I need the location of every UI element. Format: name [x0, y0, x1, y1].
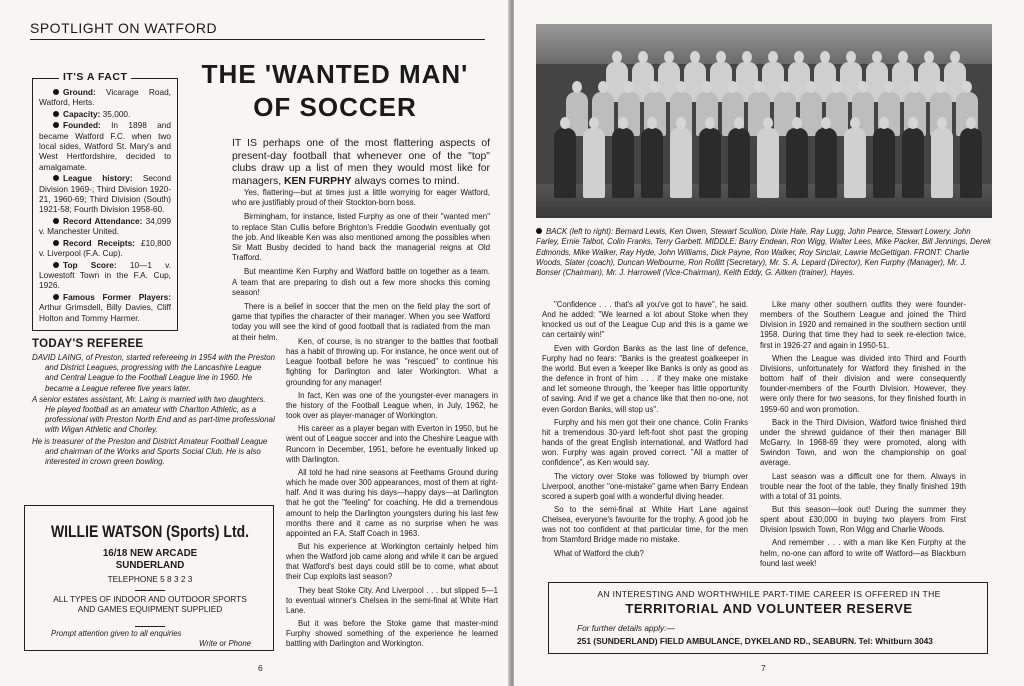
fact-text: 10—1 v. Lowestoft Town in the F.A. Cup, 1926.	[39, 259, 172, 291]
referee-text	[32, 353, 276, 468]
player-head	[879, 117, 889, 129]
player-figure	[902, 128, 924, 198]
player-head	[589, 117, 599, 129]
player-head	[858, 81, 868, 93]
intro-bold-name: KEN FURPHY	[283, 175, 352, 187]
player-figure	[670, 128, 692, 198]
player-head	[962, 81, 972, 93]
advert-rule	[135, 626, 165, 627]
article-paragraph: But this season—look out! During the summer they spent about £30,000 in buying two players from First Division Ipswich Town, Ron Wigg and Charlie Woods.	[760, 504, 966, 535]
article-paragraph: Like many other southern outfits they were founder-members of the Southern League and joined the Third Division in 1920 and remained in the southern section until 1958. During that time they had to seek re-election twice, first in 1926-27 and again in 1950-51.	[760, 300, 966, 350]
bullet-icon	[53, 122, 59, 128]
referee-paragraph: He is treasurer of the Preston and District Amateur Football League and chairman of the Works and Sports Social Club. He is also interested in crown green bowling.	[32, 436, 268, 467]
fact-label: Record Receipts:	[63, 237, 135, 248]
article-paragraph: Last season was a difficult one for them. Always in trouble near the foot of the table, they finally finished 19th with a total of 31 points.	[760, 471, 966, 501]
advert-rule	[135, 590, 165, 591]
photo-caption	[536, 227, 992, 278]
fact-item	[39, 238, 171, 259]
headline-line-1: THE 'WANTED MAN'	[201, 59, 469, 89]
fact-text: 34,099 v. Manchester United.	[39, 215, 171, 237]
advert-telephone: TELEPHONE 5 8 3 2 3	[107, 574, 193, 584]
player-figure	[641, 128, 663, 198]
player-head	[647, 117, 657, 129]
left-page	[0, 0, 510, 686]
player-head	[676, 81, 686, 93]
fact-label: Top Score:	[63, 259, 117, 270]
player-head	[846, 51, 856, 63]
player-head	[638, 51, 648, 63]
referee-paragraph: DAVID LAING, of Preston, started refereeing in 1954 with the Preston and District Leagues, progressing with the Lancashire League and Central League to the Football League line in 1960. He became a League referee five years later.	[32, 353, 275, 393]
player-head	[820, 51, 830, 63]
fact-item	[39, 292, 171, 323]
player-head	[572, 81, 582, 93]
caption-bullet-icon	[536, 228, 542, 234]
sports-shop-advert	[24, 505, 274, 651]
player-figure	[786, 128, 808, 198]
player-head	[676, 117, 686, 129]
article-paragraph: There is a belief in soccer that the men on the field play the sort of game that typifies the character of their manager. When you see Watford today you will see the kind of good football that is radiated from the man at their helm.	[232, 302, 490, 342]
fact-text: £10,800 v. Liverpool (F.A. Cup).	[39, 237, 171, 259]
player-head	[936, 81, 946, 93]
player-head	[598, 81, 608, 93]
player-figure	[873, 128, 895, 198]
article-right-column-1	[542, 300, 748, 562]
bullet-icon	[53, 218, 59, 224]
article-paragraph: Ken, of course, is no stranger to the battles that football has a habit of throwing up. For instance, he once went out of League football before he was "rescued" to continue his fighting for Darlington and later Workington. What a grounding for any manager!	[286, 337, 498, 387]
player-head	[832, 81, 842, 93]
advert-organisation: TERRITORIAL AND VOLUNTEER RESERVE	[625, 601, 913, 616]
article-paragraph: His career as a player began with Everton in 1950, but he went out of League soccer and into the Cheshire League with Runcorn in December, 1951, before he eventually linked up with Darlington.	[286, 424, 498, 464]
fact-item	[39, 216, 171, 237]
player-figure	[815, 128, 837, 198]
article-paragraph: When the League was divided into Third and Fourth Divisions, unfortunately for Watford they finished in the bottom half of their division and were consequently founder-members of the Fourth Division. However, they were only there for two seasons, for they finished fourth in 1959-60 and won promotion.	[760, 353, 966, 414]
player-head	[966, 117, 976, 129]
player-figure	[583, 128, 605, 198]
fact-text: Second Division 1969-; Third Division 1920-21, 1960-69; Third Division (South) 1921-58; Fourth Division 1958-60.	[39, 173, 171, 215]
headline	[190, 58, 480, 124]
player-head	[850, 117, 860, 129]
fact-label: Capacity:	[63, 108, 101, 119]
player-head	[937, 117, 947, 129]
player-figure	[931, 128, 953, 198]
player-head	[910, 81, 920, 93]
facts-list	[39, 87, 171, 323]
advert-enquiries: Prompt attention given to all enquiries	[51, 629, 182, 638]
player-head	[742, 51, 752, 63]
player-head	[618, 117, 628, 129]
player-head	[612, 51, 622, 63]
bullet-icon	[53, 175, 59, 181]
advert-career-line: AN INTERESTING AND WORTHWHILE PART-TIME CAREER IS OFFERED IN THE	[597, 589, 941, 599]
player-figure	[960, 128, 982, 198]
article-lead-column	[232, 188, 490, 347]
player-head	[898, 51, 908, 63]
article-paragraph: Back in the Third Division, Watford twice finished third under the shrewd guidance of their then manager Bill McGarry. In 1968-69 they were promoted, along with Swindon Town, and won the championship on goal average.	[760, 417, 966, 468]
player-head	[754, 81, 764, 93]
caption-text: BACK (left to right): Bernard Lewis, Ken Owen, Stewart Scullion, Dixie Hale, Ray Lugg, John Pearce, Stewart Lowery, John Farley, Ernie Talbot, Colin Franks, Terry Garbett. MIDDLE: Barry Endean, Ron Wigg, Walter Lees, Mike Packer, Bill Jennings, Derek Edmonds, Mike Walker, Ray Hyde, John Williams, Dick Payne, Ron Walker, Roy Sinclair, Lawrie McGettigan. FRONT: Charlie Woods, Slater (coach), Duncan Welbourne, Ron Rollitt (Secretary), Mr. S. A. Lepard (Director), Ken Furphy (Manager), Mr. J. Bonser (Chairman), Mr. J. Harrowell (Vice-Chairman), Keith Eddy, G. Aitken (trainer), Hayes.	[536, 227, 991, 278]
player-figure	[612, 128, 634, 198]
fact-label: Famous Former Players:	[63, 291, 171, 302]
intro-end: always comes to mind.	[351, 175, 460, 187]
player-head	[650, 81, 660, 93]
article-middle-column	[286, 337, 498, 653]
volunteer-reserve-advert	[548, 582, 988, 654]
player-head	[950, 51, 960, 63]
bullet-icon	[53, 262, 59, 268]
bullet-icon	[53, 294, 59, 300]
fact-text: Vicarage Road, Watford, Herts.	[39, 87, 171, 108]
article-paragraph: But it was before the Stoke game that master-mind Furphy showed something of the experience he learned battling with Darlington and Workington.	[286, 619, 498, 649]
bullet-icon	[53, 111, 59, 117]
article-paragraph: Furphy and his men got their one chance. Colin Franks hit a tremendous 30-yard left-foot shot past the groping hands of the great English international, and Watford had won. Furphy was again proved correct. "All a matter of confidence", as Ken would say.	[542, 417, 748, 468]
advert-apply-line: For further details apply:—	[577, 623, 675, 633]
advert-contact: Write or Phone	[198, 639, 251, 648]
advert-address: 251 (SUNDERLAND) FIELD AMBULANCE, DYKELAND RD., SEABURN. Tel: Whitburn 3043	[577, 636, 933, 646]
player-head	[716, 51, 726, 63]
player-head	[690, 51, 700, 63]
player-head	[908, 117, 918, 129]
player-head	[763, 117, 773, 129]
section-title: SPOTLIGHT ON WATFORD	[30, 20, 218, 36]
player-figure	[844, 128, 866, 198]
fact-item	[39, 120, 171, 172]
player-head	[560, 117, 570, 129]
player-head	[884, 81, 894, 93]
fact-label: Record Attendance:	[63, 215, 143, 226]
article-paragraph: Yes, flattering—but at times just a little worrying for eager Watford, who are justifiably proud of their Stockton-born boss.	[232, 188, 490, 208]
player-head	[664, 51, 674, 63]
advert-equipment: ALL TYPES OF INDOOR AND OUTDOOR SPORTS AND GAMES EQUIPMENT SUPPLIED	[53, 594, 247, 614]
article-paragraph: What of Watford the club?	[554, 548, 644, 558]
fact-label: League history:	[63, 173, 133, 184]
player-figure	[699, 128, 721, 198]
advert-shop-name: WILLIE WATSON (Sports) Ltd.	[51, 522, 249, 541]
fact-item	[39, 173, 171, 215]
player-head	[806, 81, 816, 93]
headline-line-2: OF SOCCER	[253, 92, 417, 122]
article-paragraph: And remember . . . with a man like Ken Furphy at the helm, no-one can afford to write off Watford—as Blackburn found last week!	[760, 538, 966, 568]
player-head	[794, 51, 804, 63]
player-head	[734, 117, 744, 129]
article-paragraph: In fact, Ken was one of the youngster-ever managers in the history of the Football League when, in July, 1962, he took over as player-manager of Workington.	[286, 390, 498, 421]
referee-paragraph: A senior estates assistant, Mr. Laing is married with two daughters. He played football as an amateur with Charlton Athletic, as a professional with Preston North End and as part-time professional with Wigan Athletic and Chorley.	[32, 394, 275, 435]
article-right-column-2	[760, 300, 966, 572]
page-number-left: 6	[258, 663, 263, 673]
referee-heading: TODAY'S REFEREE	[32, 338, 144, 350]
article-paragraph: Even with Gordon Banks as the last line of defence, Furphy had no fears: "Banks is the greatest goalkeeper in the world. But even a 'keeper like Banks is only as good as the defence in front of him . . . if they make one mistake and let someone through, the 'keeper has little opportunity of saving. And if we get a chance like that then no-one, not even Gordon Banks, will stop us".	[542, 343, 748, 414]
fact-text: Arthur Grimsdell, Billy Davies, Cliff Holton and Tommy Harmer.	[39, 302, 171, 323]
article-paragraph: All told he had nine seasons at Feethams Ground during which he made over 300 appearances, most of them at right-half. And it was during his days—happy days—at Darlington that he got the "feeling" for coaching. He did a tremendous amount to help the Darlington youngsters during his last few months there and it came as no surprise when he was appointed an F.A. Staff Coach in 1963.	[286, 467, 498, 538]
advert-address-2: SUNDERLAND	[115, 560, 185, 571]
team-photo	[536, 24, 992, 218]
bullet-icon	[53, 240, 59, 246]
player-head	[728, 81, 738, 93]
player-figure	[554, 128, 576, 198]
section-rule	[30, 39, 485, 40]
fact-label: Ground:	[63, 87, 96, 97]
article-paragraph: Birmingham, for instance, listed Furphy as one of their "wanted men" to replace Stan Cullis before Brighton's Freddie Goodwin eventually got the job. And likeable Ken was also mentioned among the possibles when Sir Matt Busby decided to hand back the managerial reigns at Old Trafford.	[232, 212, 490, 263]
article-paragraph: The victory over Stoke was followed by triumph over Liverpool, another "one-mistake" game when Barry Endean scored a superb goal with a wonderful diving header.	[542, 471, 748, 501]
player-figure	[728, 128, 750, 198]
article-paragraph: "Confidence . . . that's all you've got to have", he said. And he added: "We learned a lot about Stoke when they knocked us out of the League Cup and this is a game we can certainly win!"	[542, 300, 748, 340]
fact-item	[39, 87, 171, 108]
article-paragraph: They beat Stoke City. And Liverpool . . . but slipped 5—1 to eventual winner's Chelsea in the semi-final at White Hart Lane.	[286, 585, 498, 615]
player-head	[768, 51, 778, 63]
article-paragraph: But his experience at Workington certainly helped him when the Watford job came along and while it can be argued that Watford's best days could still be to come, what about their Cup exploits last season?	[286, 541, 498, 582]
advert-address-1: 16/18 NEW ARCADE	[102, 548, 198, 559]
player-head	[780, 81, 790, 93]
player-head	[624, 81, 634, 93]
facts-box	[32, 71, 178, 331]
right-page	[514, 0, 1024, 686]
article-paragraph: So to the semi-final at White Hart Lane against Chelsea, everyone's favourite for the trophy. A good job he was not too confident at that particular time, for the men from Stamford Bridge made no mistake.	[542, 504, 748, 545]
facts-title: IT'S A FACT	[59, 72, 131, 82]
article-intro	[232, 138, 490, 188]
player-head	[792, 117, 802, 129]
fact-label: Founded:	[63, 120, 101, 131]
bullet-icon	[53, 89, 59, 95]
page-number-right: 7	[761, 663, 766, 673]
intro-text: IT IS perhaps one of the most flattering aspects of present-day football that whenever one of the "top" clubs draw up a list of men they would most like for managers,	[232, 138, 490, 187]
player-figure	[757, 128, 779, 198]
player-head	[872, 51, 882, 63]
player-head	[924, 51, 934, 63]
article-paragraph: But meantime Ken Furphy and Watford battle on together as a team. A team that are preparing to dish out a few more shocks this coming season!	[232, 267, 490, 297]
player-head	[705, 117, 715, 129]
fact-item	[39, 260, 171, 291]
player-head	[702, 81, 712, 93]
fact-item	[39, 109, 171, 119]
player-head	[821, 117, 831, 129]
fact-text: 35,000.	[100, 108, 131, 119]
fact-text: In 1898 and became Watford F.C. when two local sides, Watford St. Mary's and West Hertfordshire, decided to amalgamate.	[39, 120, 171, 172]
